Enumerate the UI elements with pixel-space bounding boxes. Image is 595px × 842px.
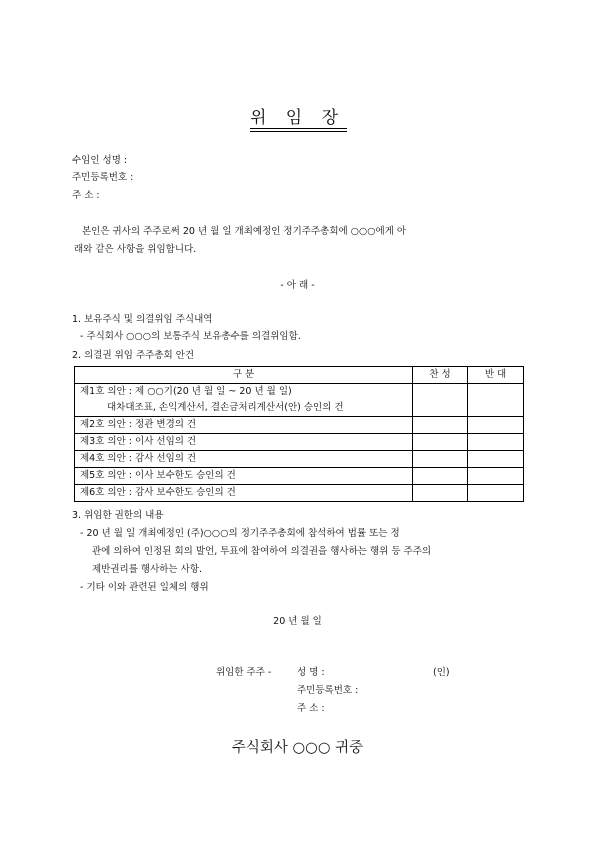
agenda-row-2 xyxy=(75,417,524,434)
section-3-item-2: - 기타 이와 관련된 일체의 행위 xyxy=(80,582,209,593)
approve-cell xyxy=(413,417,468,434)
section-2-heading: 2. 의결권 위임 주주총회 안건 xyxy=(72,350,195,361)
approve-cell xyxy=(413,384,468,417)
proxy-address-label: 주 소 : xyxy=(72,190,100,201)
agenda-row-6 xyxy=(75,485,524,502)
agenda-header-row xyxy=(75,367,524,384)
section-3-item-1-line1: - 20 년 월 일 개최예정인 (주)○○○의 정기주주총회에 참석하여 법률 또는 정 xyxy=(80,528,400,539)
header-approve: 찬 성 xyxy=(413,367,468,384)
oppose-cell xyxy=(468,434,524,451)
section-3-heading: 3. 위임한 권한의 내용 xyxy=(72,510,164,521)
header-category: 구 분 xyxy=(75,367,413,384)
agenda-item-1-line1: 제1호 의안 : 제 ○○기(20 년 월 일 ~ 20 년 월 일) xyxy=(80,386,292,397)
agenda-row-5 xyxy=(75,468,524,485)
proxy-name-label: 수임인 성명 : xyxy=(72,155,128,166)
intro-line-2: 래와 같은 사항을 위임합니다. xyxy=(74,244,197,255)
oppose-cell xyxy=(468,468,524,485)
agenda-table xyxy=(74,366,524,502)
section-3-item-1-line3: 제반권리를 행사하는 사항. xyxy=(92,564,203,575)
approve-cell xyxy=(413,485,468,502)
intro-line-1: 본인은 귀사의 주주로써 20 년 월 일 개최예정인 정기주주총회에 ○○○에게 아 xyxy=(82,226,407,237)
agenda-item-4: 제4호 의안 : 감사 선임의 건 xyxy=(75,451,413,468)
section-3-item-1-line2: 관에 의하여 인정된 회의 발언, 투표에 참여하여 의결권을 행사하는 행위 등 주주의 xyxy=(92,546,432,557)
agenda-item-6: 제6호 의안 : 감사 보수한도 승인의 건 xyxy=(75,485,413,502)
grantor-address-label: 주 소 : xyxy=(297,703,325,714)
oppose-cell xyxy=(468,384,524,417)
agenda-row-3 xyxy=(75,434,524,451)
approve-cell xyxy=(413,451,468,468)
oppose-cell xyxy=(468,417,524,434)
agenda-item-2: 제2호 의안 : 정관 변경의 건 xyxy=(75,417,413,434)
section-1-heading: 1. 보유주식 및 의결위임 주식내역 xyxy=(72,314,213,325)
agenda-item-3: 제3호 의안 : 이사 선임의 건 xyxy=(75,434,413,451)
document-title: 위 임 장 xyxy=(249,108,346,128)
grantor-name-label: 성 명 : xyxy=(297,667,325,678)
agenda-row-4 xyxy=(75,451,524,468)
agenda-item-1 xyxy=(75,384,413,417)
oppose-cell xyxy=(468,485,524,502)
seal-mark: (인) xyxy=(433,667,450,678)
grantor-rrn-label: 주민등록번호 : xyxy=(297,685,359,696)
title-underline xyxy=(250,128,347,129)
approve-cell xyxy=(413,434,468,451)
below-heading: - 아 래 - xyxy=(280,280,315,291)
addressee: 주식회사 ○○○ 귀중 xyxy=(231,740,364,756)
agenda-row-1 xyxy=(75,384,524,417)
header-oppose: 반 대 xyxy=(468,367,524,384)
title-underline-second xyxy=(250,131,347,132)
agenda-item-5: 제5호 의안 : 이사 보수한도 승인의 건 xyxy=(75,468,413,485)
proxy-rrn-label: 주민등록번호 : xyxy=(72,172,134,183)
oppose-cell xyxy=(468,451,524,468)
section-1-item: - 주식회사 ○○○의 보통주식 보유총수를 의결위임함. xyxy=(80,331,301,342)
grantor-prefix: 위임한 주주 - xyxy=(216,667,272,678)
approve-cell xyxy=(413,468,468,485)
agenda-item-1-line2: 대차대조표, 손익계산서, 결손금처리계산서(안) 승인의 건 xyxy=(107,402,344,413)
signing-date: 20 년 월 일 xyxy=(273,616,322,627)
